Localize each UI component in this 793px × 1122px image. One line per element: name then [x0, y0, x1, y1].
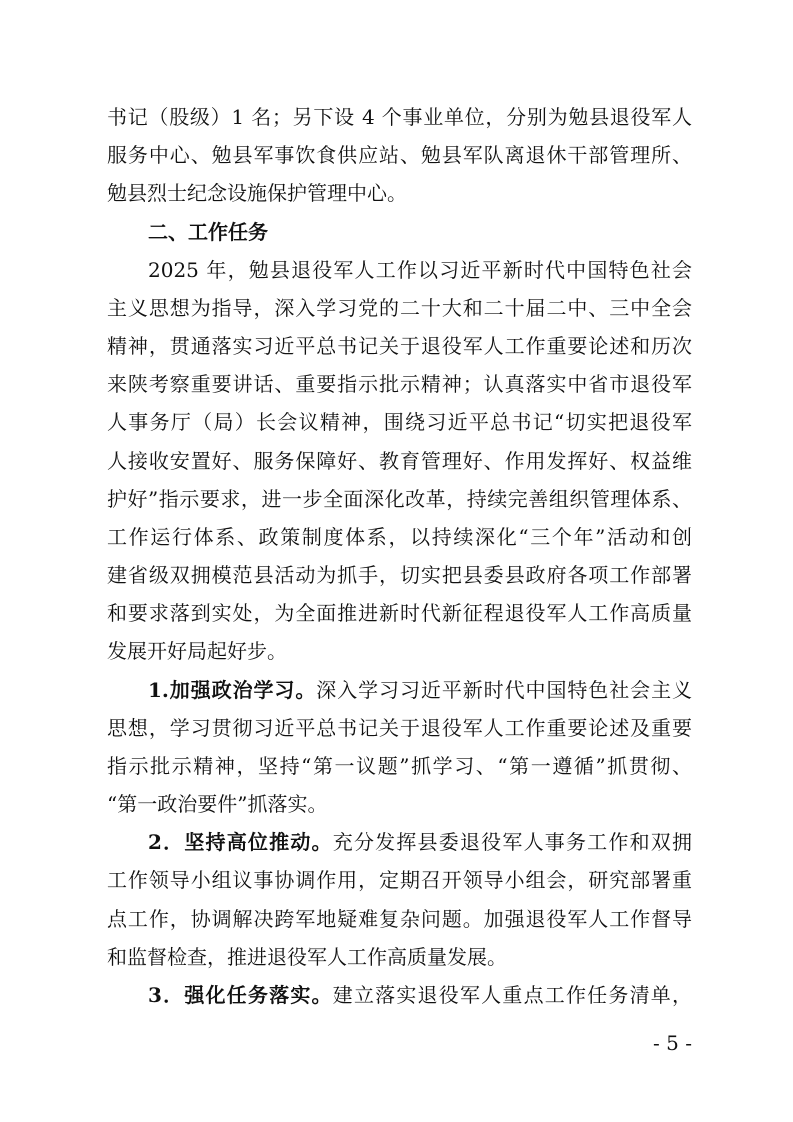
text-line: 建省级双拥模范县活动为抓手，切实把县委县政府各项工作部署	[107, 563, 692, 587]
text-line: 思想，学习贯彻习近平总书记关于退役军人工作重要论述及重要	[107, 716, 692, 740]
item-first-line-text: 充分发挥县委退役军人事务工作和双拥	[332, 830, 692, 854]
text-line: 和要求落到实处，为全面推进新时代新征程退役军人工作高质量	[107, 601, 692, 625]
text-line: 指示批示精神，坚持“第一议题”抓学习、“第一遵循”抓贯彻、	[107, 754, 692, 778]
page-number: - 5 -	[653, 1031, 692, 1055]
text-line: 来陕考察重要讲话、重要指示批示精神；认真落实中省市退役军	[107, 372, 692, 396]
item-first-line-text: 建立落实退役军人重点工作任务清单，	[332, 983, 692, 1007]
item-lead-title: 3．强化任务落实。	[148, 983, 333, 1007]
text-line: 主义思想为指导，深入学习党的二十大和二十届二中、三中全会	[107, 296, 692, 320]
text-line: 人接收安置好、服务保障好、教育管理好、作用发挥好、权益维	[107, 449, 692, 473]
text-line: 工作运行体系、政策制度体系，以持续深化“三个年”活动和创	[107, 525, 692, 549]
text-line: 发展开好局起好步。	[107, 639, 287, 663]
text-line: 点工作，协调解决跨军地疑难复杂问题。加强退役军人工作督导	[107, 907, 692, 931]
text-line: 服务中心、勉县军事饮食供应站、勉县军队离退休干部管理所、	[107, 143, 692, 167]
text-line: 工作领导小组议事协调作用，定期召开领导小组会，研究部署重	[107, 868, 692, 892]
text-line: “第一政治要件”抓落实。	[107, 792, 328, 816]
text-line: 书记（股级）1 名；另下设 4 个事业单位，分别为勉县退役军人	[107, 105, 692, 129]
text-line: 2025 年，勉县退役军人工作以习近平新时代中国特色社会	[148, 258, 692, 282]
section-heading: 二、工作任务	[148, 220, 268, 244]
item-first-line-text: 深入学习习近平新时代中国特色社会主义	[316, 678, 692, 702]
text-line: 护好”指示要求，进一步全面深化改革，持续完善组织管理体系、	[107, 487, 692, 511]
item-lead-title: 2．坚持高位推动。	[148, 830, 333, 854]
item-first-line	[148, 675, 692, 705]
text-line: 勉县烈士纪念设施保护管理中心。	[107, 181, 407, 205]
item-lead-title: 1.加强政治学习。	[148, 678, 317, 702]
text-line: 精神，贯通落实习近平总书记关于退役军人工作重要论述和历次	[107, 334, 692, 358]
item-first-line	[148, 980, 692, 1010]
text-line: 和监督检查，推进退役军人工作高质量发展。	[107, 945, 507, 969]
text-line: 人事务厅（局）长会议精神，围绕习近平总书记“切实把退役军	[107, 410, 692, 434]
item-first-line	[148, 827, 692, 857]
